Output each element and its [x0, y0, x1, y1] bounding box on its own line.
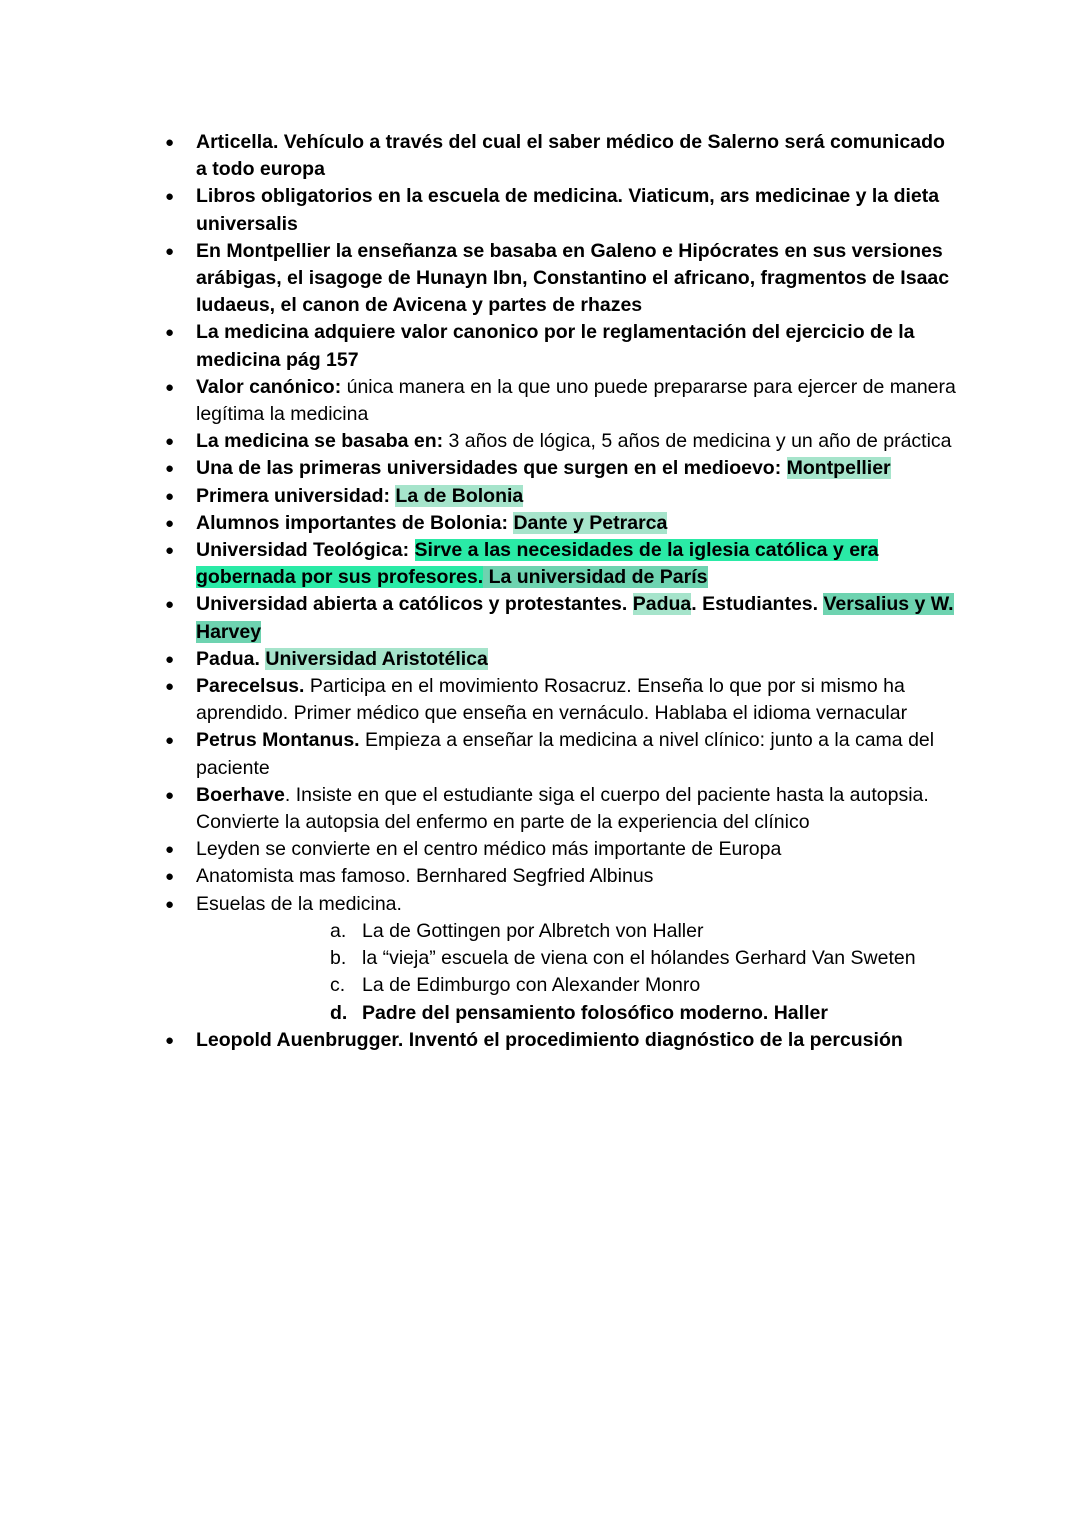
list-item [160, 510, 960, 537]
bullet-icon: ● [165, 650, 175, 668]
list-item-text: Esuelas de la medicina. [196, 892, 402, 915]
bullet-icon: ● [165, 1031, 175, 1049]
highlighted-text: Dante y Petrarca [513, 511, 668, 534]
bullet-icon: ● [165, 678, 175, 696]
sub-list-item [196, 945, 960, 972]
bullet-icon: ● [165, 868, 175, 886]
bullet-icon: ● [165, 460, 175, 478]
list-item [160, 483, 960, 510]
list-item-text: Libros obligatorios en la escuela de medicina. Viaticum, ars medicinae y la dieta universalis [196, 185, 940, 235]
bullet-icon: ● [165, 841, 175, 859]
list-item [160, 1027, 960, 1054]
sub-list-item [196, 972, 960, 999]
list-letter: a. [330, 919, 347, 942]
list-item-text: La medicina adquiere valor canonico por le reglamentación del ejercicio de la medicina pág 157 [196, 321, 915, 371]
list-item-text: Valor canónico: [196, 375, 342, 398]
list-item-text: Leyden se convierte en el centro médico más importante de Europa [196, 838, 782, 861]
list-item [160, 129, 960, 183]
list-item-text: Universidad abierta a católicos y protestantes. [196, 593, 633, 616]
list-item-text: . Estudiantes. [691, 593, 824, 616]
sub-list-text: la “vieja” escuela de viena con el hólandes Gerhard Van Sweten [362, 947, 916, 970]
list-item [160, 183, 960, 237]
list-item-text: Universidad Teológica: [196, 539, 415, 562]
list-item-text: Leopold Auenbrugger. Inventó el procedimiento diagnóstico de la percusión [196, 1028, 903, 1051]
highlighted-text: La de Bolonia [395, 484, 524, 507]
bullet-icon: ● [165, 786, 175, 804]
list-item-text: única manera en la que uno puede prepararse para ejercer de manera legítima la medicina [196, 375, 956, 426]
highlighted-text: Padua [632, 593, 692, 616]
bullet-icon: ● [165, 242, 175, 260]
list-item-text: En Montpellier la enseñanza se basaba en Galeno e Hipócrates en sus versiones arábigas, el isagoge de Hunayn Ibn, Constantino el africano, fragmentos de Isaac Iudaeus, el canon de Avicena y partes de rhazes [196, 239, 950, 317]
bullet-list [160, 129, 960, 1054]
bullet-icon: ● [165, 732, 175, 750]
sub-list-item [196, 1000, 960, 1027]
list-item-text: Boerhave [196, 783, 285, 806]
list-item-text: La medicina se basaba en: [196, 430, 444, 453]
list-item [160, 673, 960, 727]
bullet-icon: ● [165, 188, 175, 206]
list-item [160, 646, 960, 673]
sub-list-item [196, 918, 960, 945]
highlighted-text: Sirve a las necesidades de la iglesia católica y era gobernada por sus profesores. [196, 539, 879, 589]
list-item-text: Padua. [196, 647, 266, 670]
list-item-text: 3 años de lógica, 5 años de medicina y un año de práctica [443, 430, 952, 453]
list-item-text: Petrus Montanus. [196, 729, 360, 752]
list-item [160, 836, 960, 863]
list-item [160, 374, 960, 428]
document-page [160, 129, 960, 1054]
list-item [160, 238, 960, 320]
list-item-text: . Insiste en que el estudiante siga el cuerpo del paciente hasta la autopsia. Convierte la autopsia del enfermo en parte de la experiencia del clínico [196, 783, 929, 834]
list-item [160, 591, 960, 645]
list-item-text: Parecelsus. [196, 675, 305, 698]
list-item [160, 537, 960, 591]
highlighted-text: Versalius y W. Harvey [196, 593, 954, 643]
list-item-text: Primera universidad: [196, 484, 396, 507]
list-item [160, 891, 960, 1027]
list-item-text: Articella. Vehículo a través del cual el saber médico de Salerno será comunicado a todo europa [196, 131, 945, 181]
bullet-icon: ● [165, 487, 175, 505]
list-item [160, 782, 960, 836]
bullet-icon: ● [165, 514, 175, 532]
list-item-text: Anatomista mas famoso. Bernhared Segfried Albinus [196, 865, 654, 888]
list-item [160, 428, 960, 455]
list-item [160, 319, 960, 373]
bullet-icon: ● [165, 596, 175, 614]
list-item-text: Empieza a enseñar la medicina a nivel clínico: junto a la cama del paciente [196, 729, 935, 779]
bullet-icon: ● [165, 134, 175, 151]
bullet-icon: ● [165, 895, 175, 913]
bullet-icon: ● [165, 324, 175, 342]
highlighted-text: La universidad de París [483, 566, 708, 589]
list-item-text: Participa en el movimiento Rosacruz. Enseña lo que por si mismo ha aprendido. Primer médico que enseña en vernáculo. Hablaba el idioma vernacular [196, 675, 908, 725]
list-item [160, 455, 960, 482]
list-item [160, 727, 960, 781]
list-item-text: Una de las primeras universidades que surgen en el medioevo: [196, 457, 787, 480]
sub-list-text: La de Edimburgo con Alexander Monro [362, 974, 701, 997]
sub-list-text: La de Gottingen por Albretch von Haller [362, 919, 704, 942]
list-letter: c. [330, 974, 346, 997]
list-letter: b. [330, 947, 347, 970]
bullet-icon: ● [165, 542, 175, 560]
list-item-text: Alumnos importantes de Bolonia: [196, 511, 514, 534]
sub-list-text: Padre del pensamiento folosófico moderno. Haller [362, 1001, 828, 1024]
list-item [160, 863, 960, 890]
bullet-icon: ● [165, 378, 175, 396]
highlighted-text: Universidad Aristotélica [265, 647, 488, 670]
bullet-icon: ● [165, 433, 175, 451]
sub-list [196, 918, 960, 1027]
list-letter: d. [330, 1001, 348, 1024]
highlighted-text: Montpellier [786, 457, 891, 480]
